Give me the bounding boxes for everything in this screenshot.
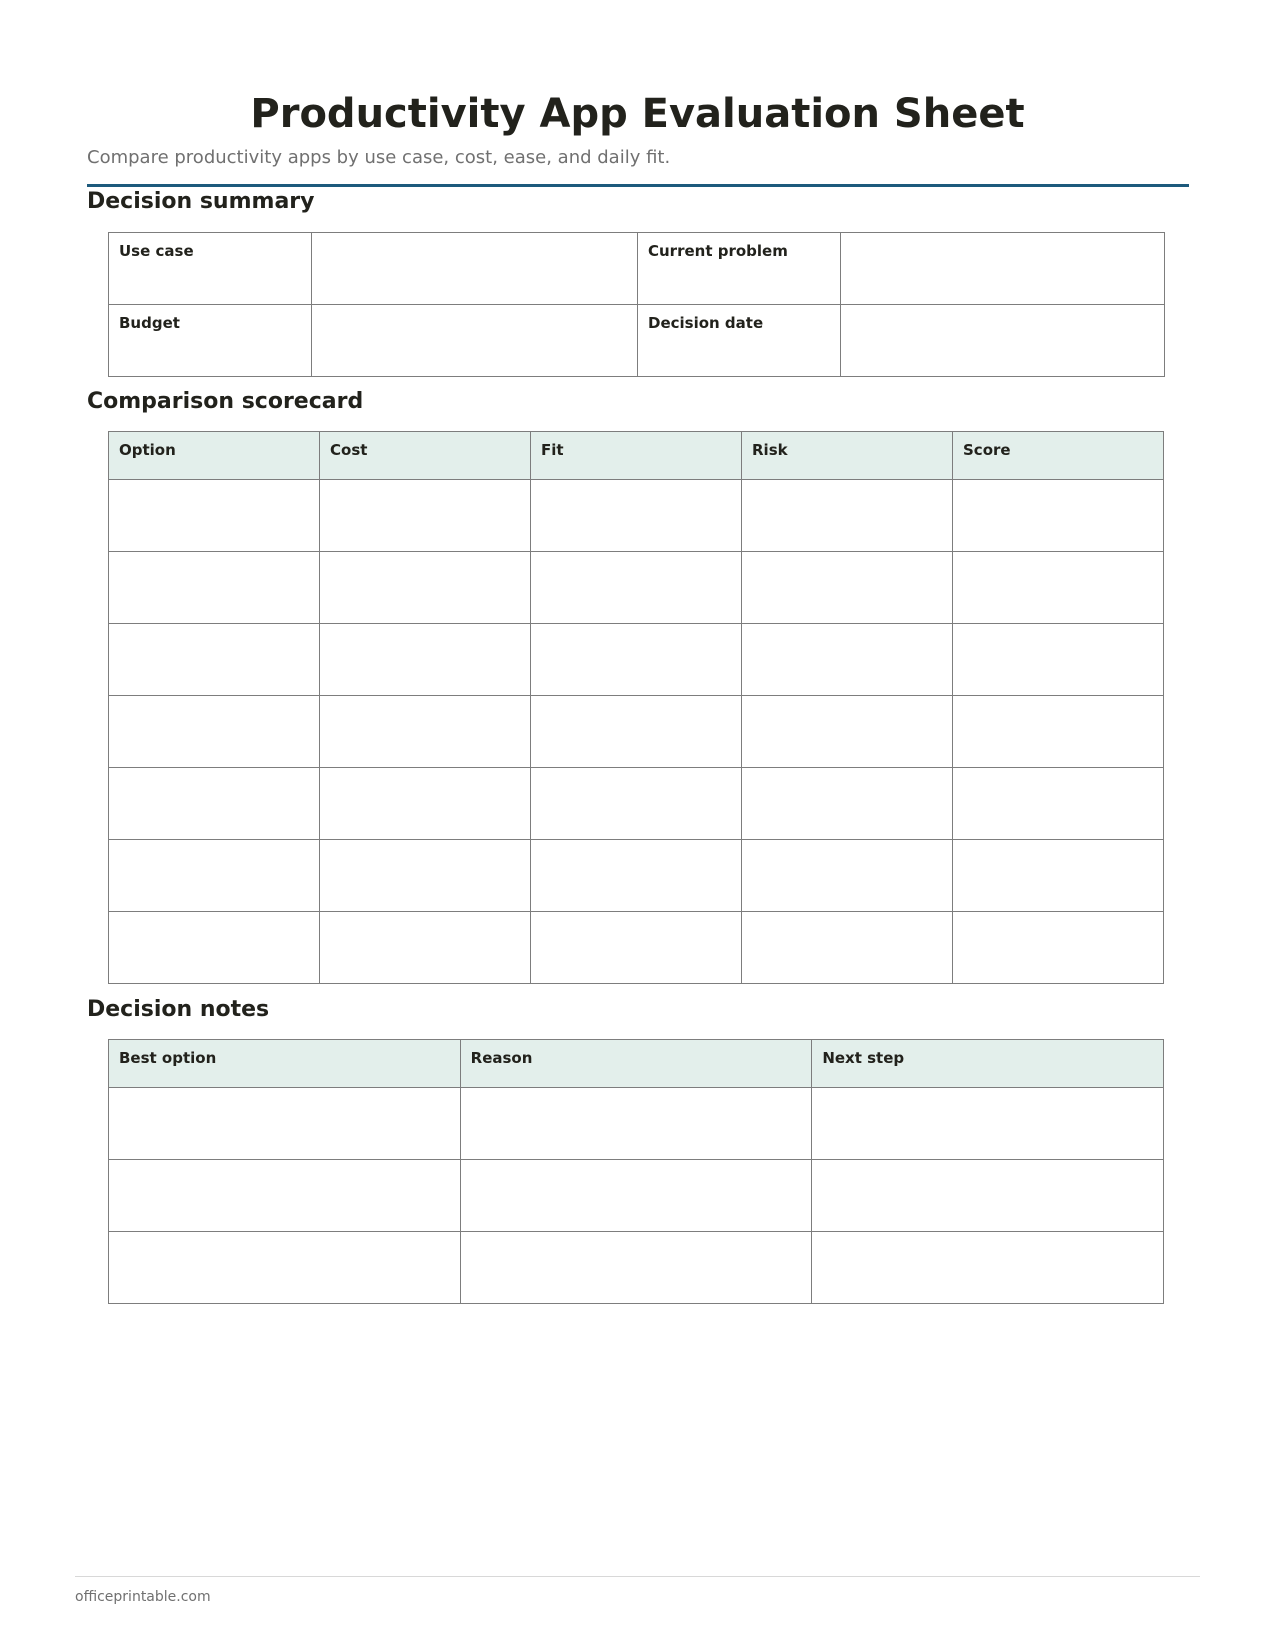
table-cell-field[interactable] [953, 840, 1164, 912]
table-cell-field[interactable] [320, 480, 531, 552]
table-cell-field[interactable] [109, 624, 320, 696]
column-header-fit: Fit [531, 432, 742, 480]
scorecard-body [109, 480, 1164, 984]
decision-summary-table [108, 232, 1165, 377]
table-cell-field[interactable] [109, 696, 320, 768]
table-row [109, 1232, 1164, 1304]
header-divider [87, 184, 1189, 187]
table-cell-field[interactable] [953, 696, 1164, 768]
table-cell-field[interactable] [460, 1160, 812, 1232]
table-row [109, 1160, 1164, 1232]
footer-site-name: officeprintable.com [75, 1589, 211, 1605]
table-cell-field[interactable] [742, 480, 953, 552]
table-header-row [109, 1040, 1164, 1088]
column-header-cost: Cost [320, 432, 531, 480]
table-cell-field[interactable] [953, 552, 1164, 624]
column-header-next-step: Next step [812, 1040, 1164, 1088]
table-cell-field[interactable] [531, 624, 742, 696]
table-row [109, 552, 1164, 624]
table-cell-field[interactable] [320, 768, 531, 840]
use-case-field[interactable] [312, 233, 638, 305]
table-row [109, 624, 1164, 696]
table-cell-field[interactable] [320, 912, 531, 984]
budget-field[interactable] [312, 305, 638, 377]
column-header-score: Score [953, 432, 1164, 480]
table-cell-field[interactable] [531, 840, 742, 912]
table-cell-field[interactable] [460, 1232, 812, 1304]
table-row [109, 480, 1164, 552]
table-cell-field[interactable] [109, 1160, 461, 1232]
table-cell-field[interactable] [320, 696, 531, 768]
column-header-option: Option [109, 432, 320, 480]
table-cell-field[interactable] [742, 696, 953, 768]
table-cell-field[interactable] [531, 912, 742, 984]
table-cell-field[interactable] [742, 840, 953, 912]
table-row [109, 912, 1164, 984]
decision-notes-table [108, 1039, 1164, 1304]
use-case-label: Use case [109, 233, 312, 305]
table-cell-field[interactable] [531, 768, 742, 840]
column-header-risk: Risk [742, 432, 953, 480]
table-cell-field[interactable] [109, 552, 320, 624]
decision-date-label: Decision date [638, 305, 841, 377]
table-cell-field[interactable] [531, 480, 742, 552]
table-cell-field[interactable] [109, 912, 320, 984]
comparison-scorecard-table [108, 431, 1164, 984]
table-cell-field[interactable] [812, 1160, 1164, 1232]
table-row [109, 233, 1165, 305]
section-title-comparison-scorecard: Comparison scorecard [87, 389, 364, 414]
table-cell-field[interactable] [320, 624, 531, 696]
table-row [109, 1088, 1164, 1160]
table-cell-field[interactable] [109, 840, 320, 912]
footer-divider [75, 1576, 1200, 1577]
section-title-decision-notes: Decision notes [87, 997, 270, 1022]
notes-body [109, 1088, 1164, 1304]
table-cell-field[interactable] [953, 912, 1164, 984]
column-header-reason: Reason [460, 1040, 812, 1088]
table-cell-field[interactable] [320, 840, 531, 912]
table-cell-field[interactable] [742, 624, 953, 696]
table-cell-field[interactable] [531, 552, 742, 624]
page-subtitle: Compare productivity apps by use case, cost, ease, and daily fit. [87, 147, 671, 168]
table-cell-field[interactable] [742, 768, 953, 840]
table-cell-field[interactable] [742, 912, 953, 984]
budget-label: Budget [109, 305, 312, 377]
current-problem-field[interactable] [841, 233, 1165, 305]
table-cell-field[interactable] [953, 624, 1164, 696]
table-cell-field[interactable] [109, 768, 320, 840]
table-row [109, 305, 1165, 377]
table-cell-field[interactable] [109, 1088, 461, 1160]
table-row [109, 768, 1164, 840]
table-row [109, 840, 1164, 912]
table-cell-field[interactable] [742, 552, 953, 624]
table-cell-field[interactable] [109, 480, 320, 552]
table-cell-field[interactable] [812, 1232, 1164, 1304]
table-cell-field[interactable] [812, 1088, 1164, 1160]
table-cell-field[interactable] [320, 552, 531, 624]
table-cell-field[interactable] [953, 480, 1164, 552]
decision-date-field[interactable] [841, 305, 1165, 377]
table-header-row [109, 432, 1164, 480]
table-cell-field[interactable] [531, 696, 742, 768]
section-title-decision-summary: Decision summary [87, 189, 315, 214]
current-problem-label: Current problem [638, 233, 841, 305]
table-cell-field[interactable] [953, 768, 1164, 840]
table-cell-field[interactable] [109, 1232, 461, 1304]
table-cell-field[interactable] [460, 1088, 812, 1160]
page-title: Productivity App Evaluation Sheet [250, 91, 1025, 137]
table-row [109, 696, 1164, 768]
column-header-best-option: Best option [109, 1040, 461, 1088]
